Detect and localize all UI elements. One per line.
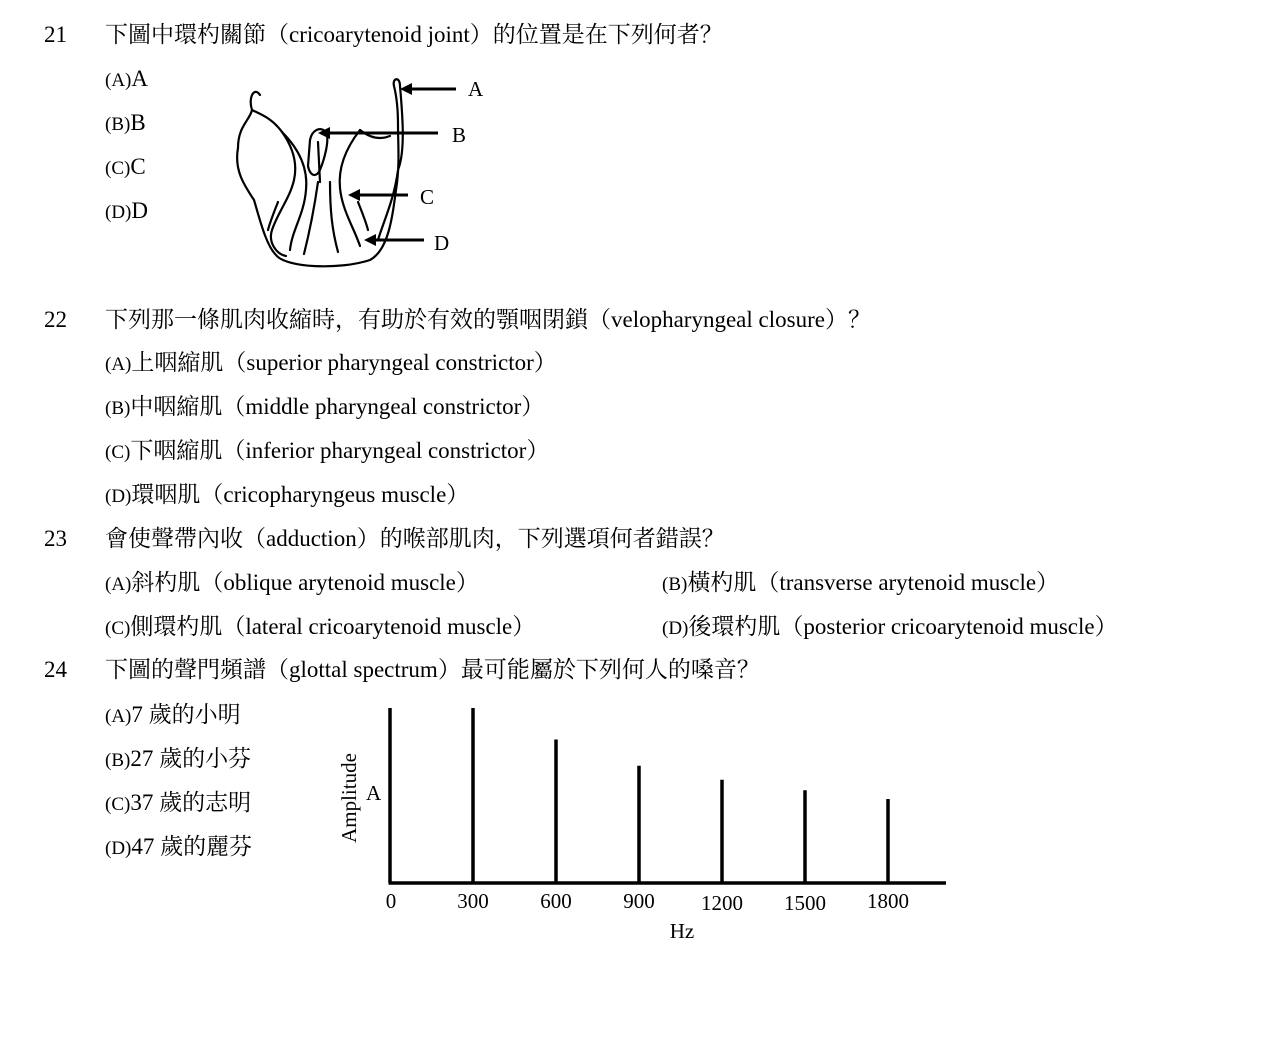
q21-option-d[interactable] bbox=[105, 197, 148, 227]
option-text: 27 歲的小芬 bbox=[130, 746, 252, 771]
q23-option-a[interactable] bbox=[105, 569, 479, 599]
option-text: C bbox=[130, 154, 146, 179]
option-marker: (B) bbox=[105, 114, 131, 135]
option-text: 後環杓肌（posterior cricoarytenoid muscle） bbox=[688, 614, 1118, 639]
q21-option-b[interactable] bbox=[105, 109, 146, 139]
option-marker: (A) bbox=[105, 706, 132, 727]
x-tick-label-1800: 1800 bbox=[867, 889, 909, 913]
x-tick-label-1500: 1500 bbox=[784, 891, 826, 915]
q22-option-c[interactable] bbox=[105, 437, 549, 467]
x-tick-label-600: 600 bbox=[540, 889, 572, 913]
q22-option-b[interactable] bbox=[105, 393, 544, 423]
option-marker: (C) bbox=[105, 158, 131, 179]
option-text: A bbox=[131, 66, 149, 91]
question-23-number: 23 bbox=[44, 526, 67, 551]
option-marker: (A) bbox=[105, 574, 132, 595]
option-text: 下咽縮肌（inferior pharyngeal constrictor） bbox=[130, 438, 550, 463]
option-marker: (C) bbox=[105, 794, 131, 815]
q24-option-b[interactable] bbox=[105, 745, 251, 775]
figure-label-a: A bbox=[468, 77, 484, 101]
question-22-number: 22 bbox=[44, 307, 67, 332]
figure-label-c: C bbox=[420, 185, 435, 209]
option-marker: (B) bbox=[105, 398, 131, 419]
question-21-number: 21 bbox=[44, 22, 67, 47]
option-marker: (C) bbox=[105, 442, 131, 463]
option-text: 側環杓肌（lateral cricoarytenoid muscle） bbox=[130, 614, 536, 639]
y-axis-label: Amplitude bbox=[337, 753, 361, 843]
option-text: D bbox=[131, 198, 149, 223]
q22-option-d[interactable] bbox=[105, 481, 469, 511]
option-marker: (D) bbox=[105, 202, 132, 223]
option-text: 環咽肌（cricopharyngeus muscle） bbox=[131, 482, 470, 507]
option-text: 橫杓肌（transverse arytenoid muscle） bbox=[687, 570, 1060, 595]
larynx-outline bbox=[237, 79, 403, 266]
option-marker: (D) bbox=[105, 486, 132, 507]
glottal-spectrum-chart bbox=[330, 700, 960, 950]
q23-option-c[interactable] bbox=[105, 613, 535, 643]
option-marker: (B) bbox=[105, 750, 131, 771]
x-tick-label-0: 0 bbox=[385, 889, 397, 913]
y-axis-marker: A bbox=[366, 781, 382, 805]
figure-label-b: B bbox=[452, 123, 467, 147]
option-marker: (B) bbox=[662, 574, 688, 595]
option-marker: (A) bbox=[105, 70, 132, 91]
option-marker: (A) bbox=[105, 354, 132, 375]
q21-option-c[interactable] bbox=[105, 153, 146, 183]
x-tick-label-1200: 1200 bbox=[701, 891, 743, 915]
option-text: 中咽縮肌（middle pharyngeal constrictor） bbox=[130, 394, 545, 419]
question-22-stem: 下列那一條肌肉收縮時，有助於有效的顎咽閉鎖（velopharyngeal closure）？ bbox=[105, 307, 871, 332]
q23-option-d[interactable] bbox=[662, 613, 1118, 643]
q24-option-a[interactable] bbox=[105, 701, 241, 731]
q21-option-a[interactable] bbox=[105, 65, 148, 95]
question-23-stem: 會使聲帶內收（adduction）的喉部肌肉，下列選項何者錯誤？ bbox=[105, 526, 725, 551]
chart-bars bbox=[473, 708, 888, 883]
diagram-arrows bbox=[318, 83, 456, 246]
option-text: 上咽縮肌（superior pharyngeal constrictor） bbox=[131, 350, 557, 375]
question-24-stem: 下圖的聲門頻譜（glottal spectrum）最可能屬於下列何人的嗓音？ bbox=[105, 657, 760, 682]
figure-label-d: D bbox=[434, 231, 450, 255]
option-text: B bbox=[130, 110, 146, 135]
chart-ticks bbox=[386, 889, 909, 915]
option-marker: (D) bbox=[105, 838, 132, 859]
question-21-stem: 下圖中環杓關節（cricoarytenoid joint）的位置是在下列何者？ bbox=[105, 22, 723, 47]
x-axis-label: Hz bbox=[669, 919, 695, 943]
q23-option-b[interactable] bbox=[662, 569, 1059, 599]
option-marker: (C) bbox=[105, 618, 131, 639]
option-text: 7 歲的小明 bbox=[131, 702, 241, 727]
larynx-diagram bbox=[220, 70, 490, 280]
option-text: 47 歲的麗芬 bbox=[131, 834, 253, 859]
option-text: 斜杓肌（oblique arytenoid muscle） bbox=[131, 570, 479, 595]
q22-option-a[interactable] bbox=[105, 349, 557, 379]
x-tick-label-300: 300 bbox=[457, 889, 489, 913]
q24-option-d[interactable] bbox=[105, 833, 252, 863]
option-marker: (D) bbox=[662, 618, 689, 639]
x-tick-label-900: 900 bbox=[623, 889, 655, 913]
q24-option-c[interactable] bbox=[105, 789, 251, 819]
question-24-number: 24 bbox=[44, 657, 67, 682]
option-text: 37 歲的志明 bbox=[130, 790, 252, 815]
